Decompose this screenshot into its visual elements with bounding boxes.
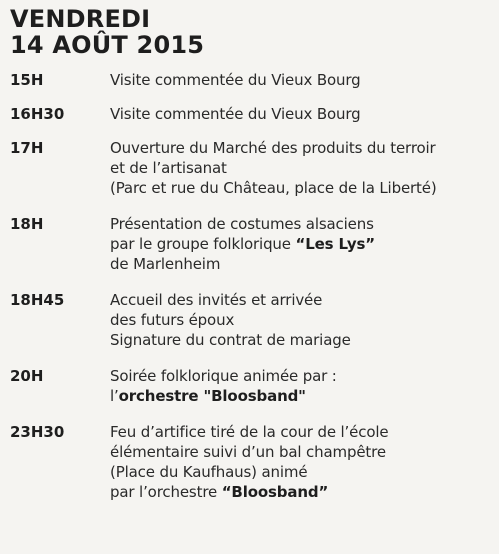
date-heading: 14 AOÛT 2015	[10, 31, 205, 59]
description-line	[110, 422, 489, 442]
description-text: (Place du Kaufhaus) animé	[110, 463, 308, 481]
description-line	[110, 290, 489, 310]
description-line	[110, 482, 489, 502]
entry-description	[110, 70, 489, 90]
schedule-list	[10, 70, 489, 502]
schedule-entry	[10, 366, 489, 406]
description-line	[110, 138, 489, 158]
description-text: par le groupe folklorique	[110, 235, 296, 253]
program-header	[10, 6, 489, 58]
entry-time: 18H45	[10, 291, 65, 309]
orchestra-name: “Bloosband”	[221, 483, 329, 501]
entry-time: 17H	[10, 139, 44, 157]
description-text: (Parc et rue du Château, place de la Liberté)	[110, 179, 437, 197]
description-line	[110, 330, 489, 350]
entry-time: 23H30	[10, 423, 65, 441]
schedule-entry	[10, 104, 489, 124]
entry-description	[110, 422, 489, 502]
description-text: des futurs époux	[110, 311, 235, 329]
description-text: l’	[110, 387, 119, 405]
schedule-entry	[10, 70, 489, 90]
description-line	[110, 70, 489, 90]
description-text: Visite commentée du Vieux Bourg	[110, 105, 361, 123]
entry-description	[110, 290, 489, 350]
description-text: Ouverture du Marché des produits du terroir	[110, 139, 436, 157]
entry-time: 18H	[10, 215, 44, 233]
description-text: Signature du contrat de mariage	[110, 331, 351, 349]
description-line	[110, 104, 489, 124]
entry-description	[110, 104, 489, 124]
description-line	[110, 386, 489, 406]
entry-time: 15H	[10, 71, 44, 89]
description-line	[110, 310, 489, 330]
schedule-entry	[10, 422, 489, 502]
description-line	[110, 254, 489, 274]
description-text: Présentation de costumes alsaciens	[110, 215, 374, 233]
description-line	[110, 442, 489, 462]
orchestra-name: orchestre "Bloosband"	[118, 387, 306, 405]
description-line	[110, 462, 489, 482]
description-text: et de l’artisanat	[110, 159, 227, 177]
day-heading: VENDREDI	[10, 5, 151, 33]
description-text: Feu d’artifice tiré de la cour de l’école	[110, 423, 389, 441]
schedule-entry	[10, 214, 489, 274]
entry-description	[110, 366, 489, 406]
description-text: Visite commentée du Vieux Bourg	[110, 71, 361, 89]
description-text: Soirée folklorique animée par :	[110, 367, 337, 385]
schedule-entry	[10, 290, 489, 350]
description-line	[110, 214, 489, 234]
schedule-entry	[10, 138, 489, 198]
description-text: élémentaire suivi d’un bal champêtre	[110, 443, 386, 461]
description-text: Accueil des invités et arrivée	[110, 291, 323, 309]
description-line	[110, 178, 489, 198]
description-line	[110, 158, 489, 178]
description-line	[110, 234, 489, 254]
description-text: par l’orchestre	[110, 483, 222, 501]
entry-description	[110, 214, 489, 274]
description-line	[110, 366, 489, 386]
group-name: “Les Lys”	[295, 235, 375, 253]
entry-description	[110, 138, 489, 198]
entry-time: 16H30	[10, 105, 65, 123]
entry-time: 20H	[10, 367, 44, 385]
description-text: de Marlenheim	[110, 255, 221, 273]
